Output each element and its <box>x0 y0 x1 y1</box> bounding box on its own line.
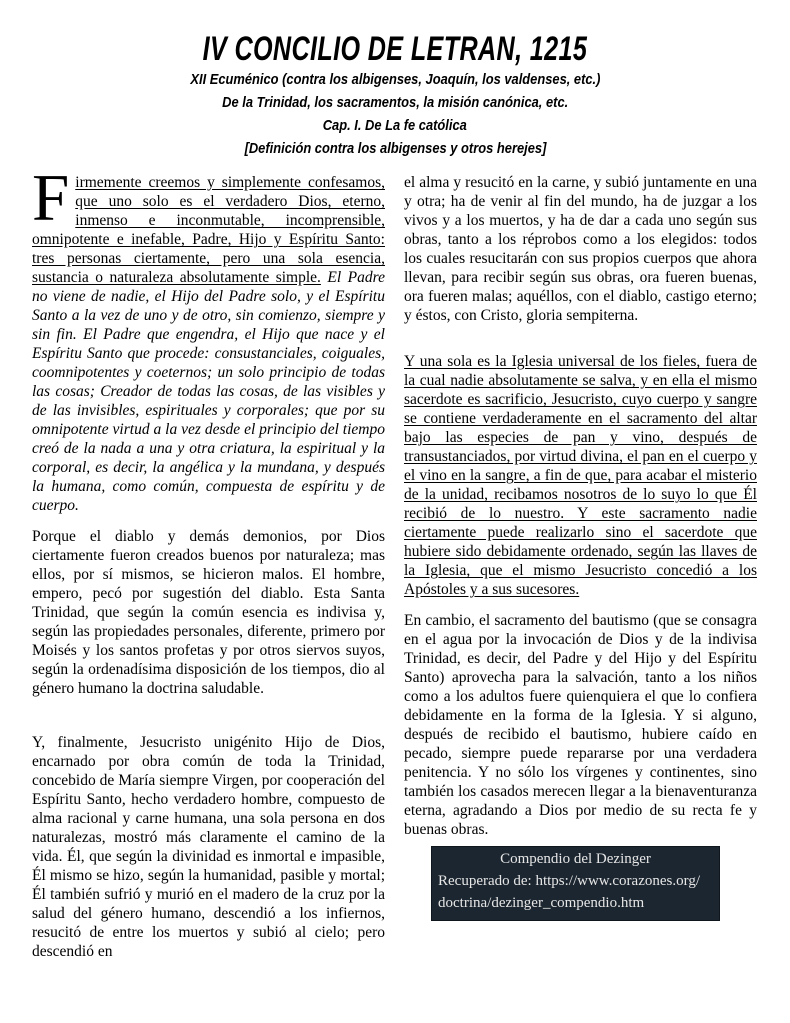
creed-italic-text: El Padre no viene de nadie, el Hijo del Padre solo, y el Espíritu Santo a la vez de uno y de otro, sin comienzo, siempre y sin fin. El Padre que engendra, el Hijo que nace y el Espíritu Santo que procede: consustanciales, coiguales, coomnipotentes y coeternos; un solo principio de todas las cosas; Creador de todas las cosas, de las visibles y de las invisibles, espirituales y corporales; que por su omnipotente virtud a la vez desde el principio del tiempo creó de la nada a una y otra criatura, la espiritual y la corporal, es decir, la angélica y la mundana, y después la humana, como común, compuesta de espíritu y de cuerpo. <box>32 269 385 514</box>
source-title: Compendio del Dezinger <box>500 851 651 867</box>
document-header <box>0 0 790 160</box>
source-url-line-1: Recuperado de: https://www.corazones.org/ <box>438 873 701 889</box>
paragraph-church-underlined: Y una sola es la Iglesia universal de los fieles, fuera de la cual nadie absolutamente se salva, y en ella el mismo sacerdote es sacrificio, Jesucristo, cuyo cuerpo y sangre se contiene verdaderamente en el sacramento del altar bajo las especies de pan y vino, después de transustanciados, por virtud divina, el pan en el cuerpo y el vino en la sangre, a fin de que, para acabar el misterio de la unidad, recibamos nosotros de lo suyo lo que Él recibió de lo nuestro. Y este sacramento nadie ciertamente puede realizarlo sino el sacerdote que hubiere sido debidamente ordenado, según las llaves de la Iglesia, que el mismo Jesucristo concedió a los Apóstoles y a sus sucesores. <box>404 353 757 598</box>
paragraph-creed <box>32 161 385 515</box>
subtitle-line-4: [Definición contra los albigenses y otros herejes] <box>244 140 546 157</box>
body-column-right <box>404 173 757 961</box>
paragraph-baptism: En cambio, el sacramento del bautismo (que se consagra en el agua por la invocación de Dios y de la indivisa Trinidad, es decir, del Padre y del Hijo y del Espíritu Santo) aprovecha para la salvación, tanto a los niños como a los adultos fuere quienquiera el que lo confiera debidamente en la forma de la Iglesia. Y si alguno, después de recibido el bautismo, hubiere caído en pecado, siempre puede repararse por una verdadera penitencia. Y no sólo los vírgenes y continentes, sino también los casados merecen llegar a la bienaventuranza eterna, agradando a Dios por medio de su recta fe y buenas obras. <box>404 612 757 838</box>
source-url-line-2: doctrina/dezinger_compendio.htm <box>438 895 645 911</box>
body-column-left <box>32 161 385 961</box>
source-attribution-box <box>431 846 720 921</box>
page-title: IV CONCILIO DE LETRAN, 1215 <box>202 30 588 68</box>
paragraph-jesucristo: Y, finalmente, Jesucristo unigénito Hijo de Dios, encarnado por obra común de toda la Trinidad, concebido de María siempre Virgen, por cooperación del Espíritu Santo, hecho verdadero hombre, compuesto de alma racional y carne humana, una sola persona en dos naturalezas, mostró más claramente el camino de la vida. Él, que según la divinidad es inmortal e impasible, Él mismo se hizo, según la humanidad, pasible y mortal; Él también sufrió y murió en el madero de la cruz por la salud del género humano, descendió a los infiernos, resucitó de entre los muertos y subió al cielo; pero descendió en <box>32 734 385 960</box>
paragraph-devil-demons: Porque el diablo y demás demonios, por Dios ciertamente fueron creados buenos por naturaleza; mas ellos, por sí mismos, se hicieron malos. El hombre, empero, pecó por sugestión del diablo. Esta Santa Trinidad, que según la común esencia es indivisa y, según las propiedades personales, diferente, primero por Moisés y los santos profetas y por otros siervos suyos, según la ordenadísima disposición de los tiempos, dio al género humano la doctrina saludable. <box>32 528 385 697</box>
paragraph-resurrection: el alma y resucitó en la carne, y subió juntamente en una y otra; ha de venir al fin del mundo, ha de juzgar a los vivos y a los muertos, y ha de dar a cada uno según sus obras, tanto a los réprobos como a los elegidos: todos los cuales resucitarán con sus propios cuerpos que ahora llevan, para recibir según sus obras, ora fueren buenas, ora fueren malas; aquéllos, con el diablo, castigo eterno; y éstos, con Cristo, gloria sempiterna. <box>404 174 757 324</box>
creed-underlined-text: irmemente creemos y simplemente confesamos, que uno solo es el verdadero Dios, eterno, inmenso e inconmutable, incomprensible, omnipotente e inefable, Padre, Hijo y Espíritu Santo: tres personas ciertamente, pero una sola esencia, sustancia o naturaleza absolutamente simple. <box>32 174 385 286</box>
drop-cap: F <box>32 161 70 235</box>
subtitle-line-1: XII Ecuménico (contra los albigenses, Joaquín, los valdenses, etc.) <box>189 71 601 88</box>
two-column-body <box>0 161 790 961</box>
subtitle-line-3: Cap. I. De La fe católica <box>322 117 468 134</box>
subtitle-line-2: De la Trinidad, los sacramentos, la misión canónica, etc. <box>221 94 569 111</box>
